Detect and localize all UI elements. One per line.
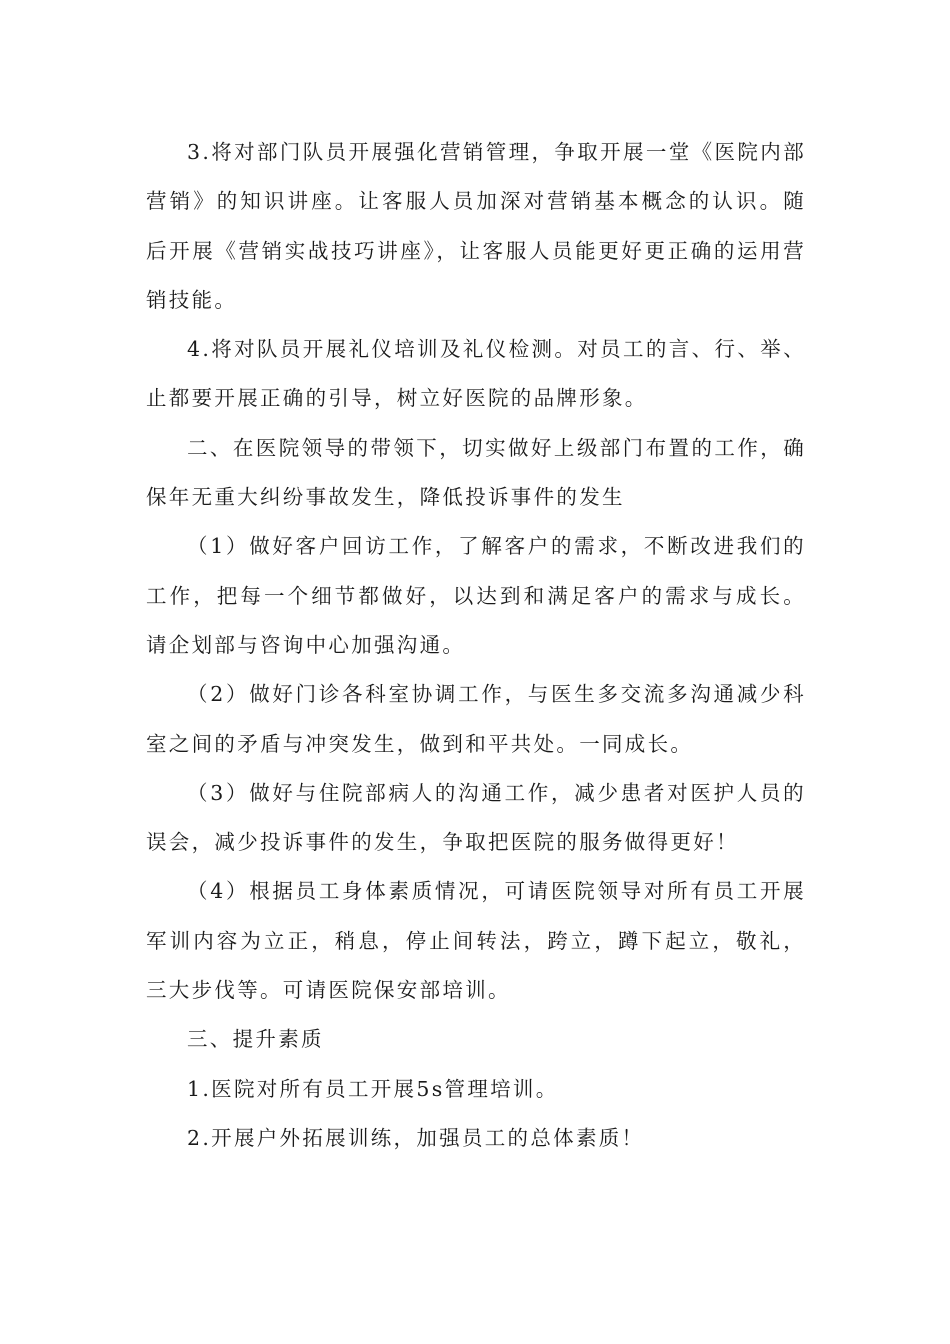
paragraph-department-coordination: （2）做好门诊各科室协调工作，与医生多交流多沟通减少科室之间的矛盾与冲突发生，做到和平共处。一同成长。 [146,682,806,756]
paragraph-outdoor-training: 2.开展户外拓展训练，加强员工的总体素质！ [187,1125,645,1150]
section-heading-three: 三、提升素质 [187,1027,324,1052]
paragraph-military-training: （4）根据员工身体素质情况，可请医院领导对所有员工开展军训内容为立正，稍息，停止间转法，跨立，蹲下起立，敬礼，三大步伐等。可请医院保安部培训。 [146,879,806,1003]
paragraph-etiquette-training: 4.将对队员开展礼仪培训及礼仪检测。对员工的言、行、举、止都要开展正确的引导，树立好医院的品牌形象。 [146,337,806,411]
paragraph-customer-followup: （1）做好客户回访工作，了解客户的需求，不断改进我们的工作，把每一个细节都做好，以达到和满足客户的需求与成长。请企划部与咨询中心加强沟通。 [146,534,806,657]
paragraph-inpatient-communication: （3）做好与住院部病人的沟通工作，减少患者对医护人员的误会，减少投诉事件的发生，争取把医院的服务做得更好！ [146,780,806,855]
document-body [146,128,806,1163]
paragraph-marketing-training: 3.将对部门队员开展强化营销管理，争取开展一堂《医院内部营销》的知识讲座。让客服人员加深对营销基本概念的认识。随后开展《营销实战技巧讲座》，让客服人员能更好更正确的运用营销技能。 [146,140,806,312]
paragraph-5s-training: 1.医院对所有员工开展5s管理培训。 [187,1076,559,1101]
section-heading-two: 二、在医院领导的带领下，切实做好上级部门布置的工作，确保年无重大纠纷事故发生，降低投诉事件的发生 [146,435,806,510]
